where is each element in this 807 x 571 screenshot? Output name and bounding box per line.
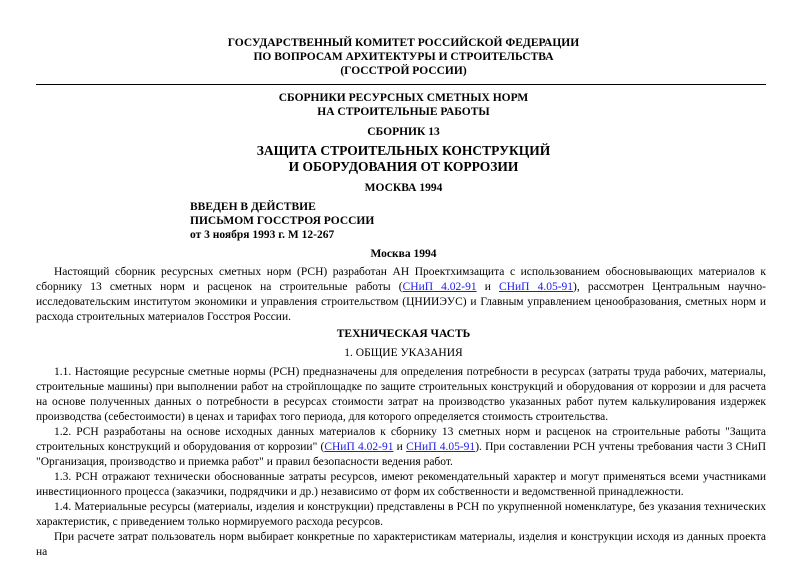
paragraph-1-4-continued: При расчете затрат пользователь норм выбирает конкретные по характеристикам материалы, изделия и конструкции исходя из данных проекта на (36, 531, 766, 558)
collection-title-1: ЗАЩИТА СТРОИТЕЛЬНЫХ КОНСТРУКЦИЙ (256, 143, 551, 158)
preface-text-2: ), рассмотрен Центральным научно-исследовательским институтом экономики и управления строительством (ЦНИИЭУС) и Главным управлением ценообразования, сметных норм и расхода строительных материалов Госстроя России. (36, 281, 766, 323)
header-line-1: ГОСУДАРСТВЕННЫЙ КОМИТЕТ РОССИЙСКОЙ ФЕДЕРАЦИИ (227, 37, 580, 49)
p12-snip-4-02-91-link[interactable]: СНиП 4.02-91 (324, 441, 394, 453)
p12-text-1: 1.2. РСН разработаны на основе исходных данных материалов к сборнику 13 сметных норм и расценок на строительные работы "Защита строительных конструкций и оборудования от коррозии" ( (36, 426, 766, 453)
enactment-line-2: ПИСЬМОМ ГОССТРОЯ РОССИИ (190, 215, 375, 227)
paragraph-1-1: 1.1. Настоящие ресурсные сметные нормы (РСН) предназначены для определения потребности в ресурсах (затраты труда рабочих, материалы, строительные машины) при выполнении работ на стройплощадке по защите строительных конструкций и оборудования от коррозии и для расчета на основе полученных данных о потребности в ресурсах стоимости затрат на производство указанных работ путем калькулирования издержек производства (себестоимости) в ценах и тарифах того периода, для которого определяется стоимость строительства. (36, 366, 766, 423)
p12-and: и (393, 441, 407, 453)
collection-number: СБОРНИК 13 (367, 126, 440, 138)
header-divider (36, 84, 766, 85)
moscow-year: Москва 1994 (370, 248, 437, 260)
header-line-3: (ГОССТРОЙ РОССИИ) (340, 65, 467, 77)
section-title: ТЕХНИЧЕСКАЯ ЧАСТЬ (336, 328, 471, 340)
paragraph-1-4: 1.4. Материальные ресурсы (материалы, изделия и конструкции) представлены в РСН по укрупненной номенклатуре, без указания технических характеристик, с приведением только нормируемого расхода ресурсов. (36, 501, 766, 528)
paragraph-1-3: 1.3. РСН отражают технически обоснованные затраты ресурсов, имеют рекомендательный характер и могут применяться всеми участниками инвестиционного процесса (заказчики, подрядчики и др.) независимо от форм их собственности и ведомственной принадлежности. (36, 471, 766, 498)
enactment-block (190, 200, 374, 242)
header-line-2: ПО ВОПРОСАМ АРХИТЕКТУРЫ И СТРОИТЕЛЬСТВА (253, 51, 554, 63)
preface-and: и (476, 281, 500, 293)
subsection-title: 1. ОБЩИЕ УКАЗАНИЯ (344, 347, 463, 359)
city-year: МОСКВА 1994 (364, 182, 443, 194)
p12-text-2: ). При составлении РСН учтены требования части 3 СНиП "Организация, производство и приемка работ" и правил безопасности ведения работ. (36, 441, 767, 468)
snip-4-05-91-link[interactable]: СНиП 4.05-91 (499, 281, 574, 293)
enactment-line-3: от 3 ноября 1993 г. М 12-267 (190, 229, 335, 241)
paragraph-1-2 (36, 425, 766, 470)
preface-paragraph (36, 265, 766, 325)
collection-line-2: НА СТРОИТЕЛЬНЫЕ РАБОТЫ (317, 106, 490, 118)
p12-snip-4-05-91-link[interactable]: СНиП 4.05-91 (406, 441, 476, 453)
collection-title-2: И ОБОРУДОВАНИЯ ОТ КОРРОЗИИ (288, 159, 519, 174)
collection-line-1: СБОРНИКИ РЕСУРСНЫХ СМЕТНЫХ НОРМ (278, 92, 529, 104)
preface-text-1: Настоящий сборник ресурсных сметных норм (РСН) разработан АН Проектхимзащита с использованием обосновывающих материалов к сборнику 13 сметных норм и расценок на строительные работы ( (36, 266, 766, 293)
snip-4-02-91-link[interactable]: СНиП 4.02-91 (402, 281, 477, 293)
enactment-line-1: ВВЕДЕН В ДЕЙСТВИЕ (190, 201, 316, 213)
